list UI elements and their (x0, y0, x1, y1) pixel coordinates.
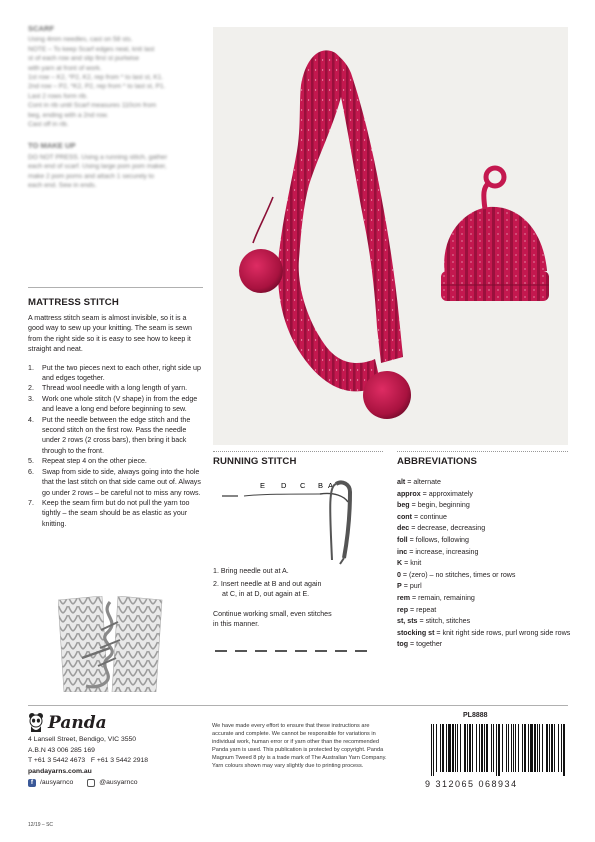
scarf-line: NOTE – To keep Scarf edges neat, knit last (28, 45, 155, 53)
abbreviation-key: tog (397, 640, 409, 649)
abbreviation-item (397, 581, 572, 593)
barcode-bar (563, 724, 565, 776)
make-up-line: each end of scarf. Using large pom pom maker, (28, 163, 167, 171)
barcode-bar (546, 724, 548, 772)
abbreviation-key: inc (397, 547, 408, 556)
barcode-bar (464, 724, 466, 772)
facebook-icon: f (28, 779, 36, 787)
barcode-bar (524, 724, 526, 772)
barcode-bar (455, 724, 456, 772)
abbreviation-key: P (397, 582, 402, 591)
barcode-bar (484, 724, 485, 772)
running-step: 2. Insert needle at B and out again (213, 580, 322, 588)
panda-icon (28, 712, 44, 732)
facebook-link[interactable]: /ausyarnco (40, 779, 74, 786)
mattress-step (28, 415, 203, 457)
stitch-letter: D (281, 481, 287, 490)
scarf-line: beg, ending with a 2nd row. (28, 111, 109, 119)
abbreviation-meaning: = alternate (405, 478, 441, 486)
abbreviation-key: beg (397, 501, 410, 510)
brand-logo (28, 712, 208, 732)
abbreviation-key: 0 (397, 570, 401, 579)
running-stitch-diagram (220, 474, 370, 566)
stitch-letter: C (300, 481, 306, 490)
step-text: Swap from side to side, always going into the hole that the last stitch on that side came out of. Always go under 2 rows – be careful not to miss any rows. (42, 467, 201, 497)
running-stitch-section (213, 456, 383, 467)
abn: A.B.N 43 006 285 169 (28, 746, 95, 754)
barcode-bar (522, 724, 523, 772)
abbreviation-meaning: = follows, following (407, 535, 469, 544)
barcode-bar (448, 724, 451, 772)
stitch-letter: B (318, 481, 324, 490)
abbreviation-key: rem (397, 593, 411, 602)
scarf-heading: SCARF (28, 24, 55, 33)
abbreviation-key: approx (397, 489, 421, 498)
abbreviations-list (397, 477, 572, 651)
step-text: Put the needle between the edge stitch and the second stitch on the first row. Pass the needle under 2 rows (2 cross bars), then bring it back through to the front. (42, 415, 191, 455)
barcode-bar (537, 724, 538, 772)
barcode-bar (457, 724, 458, 772)
barcode-bar (493, 724, 494, 772)
abbreviation-key: K (397, 559, 403, 568)
abbreviation-meaning: = knit right side rows, purl wrong side rows (434, 628, 571, 637)
step-number: 4. (28, 415, 34, 424)
barcode-bar (551, 724, 553, 772)
make-up-line: DO NOT PRESS. Using a running stitch, gather (28, 153, 168, 161)
stitch-letter: E (260, 481, 266, 490)
barcode-number: 9 312065 068934 (425, 779, 518, 789)
scarf-line: Using 4mm needles, cast on 58 sts. (28, 36, 133, 44)
scarf-line: Cast off in rib. (28, 121, 69, 129)
abbreviation-item (397, 639, 572, 651)
barcode-bar (508, 724, 509, 772)
running-step: at C, in at D, out again at E. (222, 590, 310, 598)
mattress-steps (28, 363, 203, 530)
scarf-line: with yarn at front of work. (28, 64, 102, 72)
barcode-bar (442, 724, 444, 772)
divider (28, 705, 568, 706)
step-number: 7. (28, 498, 34, 507)
abbreviation-item (397, 628, 572, 640)
abbreviation-meaning: = purl (401, 582, 422, 591)
mattress-step (28, 383, 203, 393)
barcode-bar (528, 724, 529, 772)
abbreviation-item (397, 535, 572, 547)
abbreviation-item (397, 512, 572, 524)
abbreviation-meaning: = approximately (420, 489, 473, 498)
step-text: Put the two pieces next to each other, right side up and edges together. (42, 363, 201, 383)
step-text: Thread wool needle with a long length of yarn. (42, 384, 188, 393)
barcode-bar (506, 724, 507, 772)
abbreviation-meaning: = (zero) – no stitches, times or rows (400, 570, 516, 579)
abbreviation-item (397, 489, 572, 501)
abbreviations-title: ABBREVIATIONS (397, 456, 478, 467)
abbreviation-key: cont (397, 512, 412, 521)
fax: F +61 3 5442 2918 (90, 757, 149, 764)
divider (397, 451, 568, 452)
abbreviation-item (397, 616, 572, 628)
barcode-bar (469, 724, 471, 772)
barcode-bar (476, 724, 477, 772)
barcode-bar (431, 724, 432, 776)
mattress-step (28, 363, 203, 384)
make-up-heading: TO MAKE UP (28, 141, 76, 151)
barcode-bar (440, 724, 441, 772)
barcode-bar (511, 724, 512, 772)
barcode-bar (460, 724, 461, 772)
barcode-bar (515, 724, 516, 772)
scarf-line: 2nd row – P2, *K2, P2, rep from * to last st, P1. (28, 83, 166, 91)
abbreviation-item (397, 477, 572, 489)
abbreviation-meaning: = begin, beginning (409, 501, 470, 510)
abbreviation-item (397, 523, 572, 535)
mattress-title: MATTRESS STITCH (28, 297, 119, 308)
barcode-bar (498, 724, 500, 776)
abbreviation-key: dec (397, 524, 410, 533)
abbreviation-item (397, 605, 572, 617)
mattress-stitch-illustration (58, 596, 164, 692)
step-text: Keep the seam firm but do not pull the yarn too tightly – the seam should be as elastic as your knitting. (42, 498, 190, 528)
barcode-bar (481, 724, 483, 772)
scarf-and-beanie-image (213, 27, 568, 445)
mattress-step (28, 456, 203, 466)
barcode-bar (554, 724, 555, 772)
mattress-intro: A mattress stitch seam is almost invisible, so it is a good way to sew up your knitting. The seam is sewn from the right side so it is easy to see how to keep it straight and neat. (28, 314, 192, 354)
brand-name: Panda (48, 713, 107, 733)
abbreviation-meaning: = together (408, 640, 443, 649)
barcode-bar (558, 724, 559, 772)
blurred-instructions (28, 24, 200, 236)
mattress-step (28, 498, 203, 529)
abbreviation-item (397, 593, 572, 605)
scarf-line: Last 2 rows form rib. (28, 92, 88, 100)
abbreviation-meaning: = repeat (408, 605, 437, 614)
mattress-step (28, 467, 203, 498)
scarf-line: st of each row and slip first st purlwise (28, 55, 140, 63)
step-text: Work one whole stitch (V shape) in from the edge and leave a long end before beginning to sew. (42, 394, 198, 414)
product-code: PL8888 (463, 712, 488, 719)
stitch-letter: A (328, 481, 334, 490)
barcode-bar (518, 724, 519, 772)
barcode-bar (539, 724, 540, 772)
divider (213, 451, 383, 452)
running-steps (213, 566, 383, 629)
abbreviation-item (397, 570, 572, 582)
make-up-lines (28, 153, 200, 191)
abbreviation-meaning: = continue (411, 512, 447, 521)
publisher-info (28, 712, 208, 789)
abbreviation-item (397, 500, 572, 512)
abbreviation-meaning: = increase, increasing (407, 547, 479, 556)
page-code: 12/19 – SC (28, 822, 54, 828)
make-up-line: make 2 pom poms and attach 1 securely to (28, 172, 155, 180)
step-number: 2. (28, 384, 34, 393)
barcode-bar (530, 724, 533, 772)
abbreviation-meaning: = remain, remaining (410, 593, 475, 602)
running-stitch-line (213, 648, 373, 654)
mattress-step (28, 394, 203, 415)
abbreviation-key: alt (397, 478, 406, 486)
abbreviation-key: stocking st (397, 628, 435, 637)
barcode-bar (513, 724, 514, 772)
website-link[interactable]: pandayarns.com.au (28, 767, 92, 775)
barcode-bar (452, 724, 454, 772)
step-number: 3. (28, 394, 34, 403)
barcode-bar (561, 724, 562, 772)
mattress-stitch-section (28, 297, 203, 529)
scarf-lines (28, 35, 200, 129)
barcode-bar (479, 724, 480, 772)
barcode-bar (549, 724, 550, 772)
running-step: 1. Bring needle out at A. (213, 567, 289, 575)
abbreviation-meaning: = stitch, stitches (417, 617, 471, 626)
barcode-bar (433, 724, 434, 776)
abbreviation-key: rep (397, 605, 409, 614)
step-text: Repeat step 4 on the other piece. (42, 457, 147, 466)
barcode-bar (446, 724, 447, 772)
disclaimer: We have made every effort to ensure that these instructions are accurate and complete. We cannot be responsible for variations in individual work, human error or if yarn other than the recommended Panda yarn is used. This publication is protected by copyright. Panda Magnum Tweed 8 ply is a trade mark of The Australian Yarn Company. Yarn colours shown may vary slightly due to printing process. (212, 723, 387, 770)
make-up-line: each end. Sew in ends. (28, 182, 97, 190)
abbreviation-meaning: = knit (402, 559, 422, 568)
instagram-icon (87, 779, 95, 787)
barcode-bar (534, 724, 536, 772)
barcode-bar (436, 724, 437, 772)
abbreviation-item (397, 547, 572, 559)
phone: T +61 3 5442 4673 (28, 757, 86, 764)
abbreviation-key: st, sts (397, 617, 418, 626)
abbreviation-key: foll (397, 535, 408, 544)
divider (28, 287, 203, 288)
abbreviation-meaning: = decrease, decreasing (409, 524, 486, 533)
barcode-bar (486, 724, 488, 772)
product-photo (213, 27, 568, 445)
running-title: RUNNING STITCH (213, 456, 297, 467)
step-number: 5. (28, 457, 34, 466)
step-number: 1. (28, 363, 34, 372)
step-number: 6. (28, 467, 34, 476)
barcode-bar (542, 724, 543, 772)
running-note: Continue working small, even stitches in this manner. (213, 610, 332, 628)
barcode-bar (496, 724, 497, 776)
barcode-bar (472, 724, 473, 772)
scarf-line: Cont in rib until Scarf measures 110cm from (28, 102, 157, 110)
barcode (429, 724, 567, 776)
abbreviation-item (397, 558, 572, 570)
barcode-bar (502, 724, 503, 772)
scarf-line: 1st row – K2, *P2, K2, rep from * to last st, K1. (28, 74, 164, 82)
abbreviations-section (397, 456, 572, 651)
instagram-link[interactable]: @ausyarnco (99, 779, 138, 786)
barcode-bar (467, 724, 468, 772)
barcode-bar (491, 724, 492, 772)
address: 4 Lansell Street, Bendigo, VIC 3550 (28, 736, 137, 743)
